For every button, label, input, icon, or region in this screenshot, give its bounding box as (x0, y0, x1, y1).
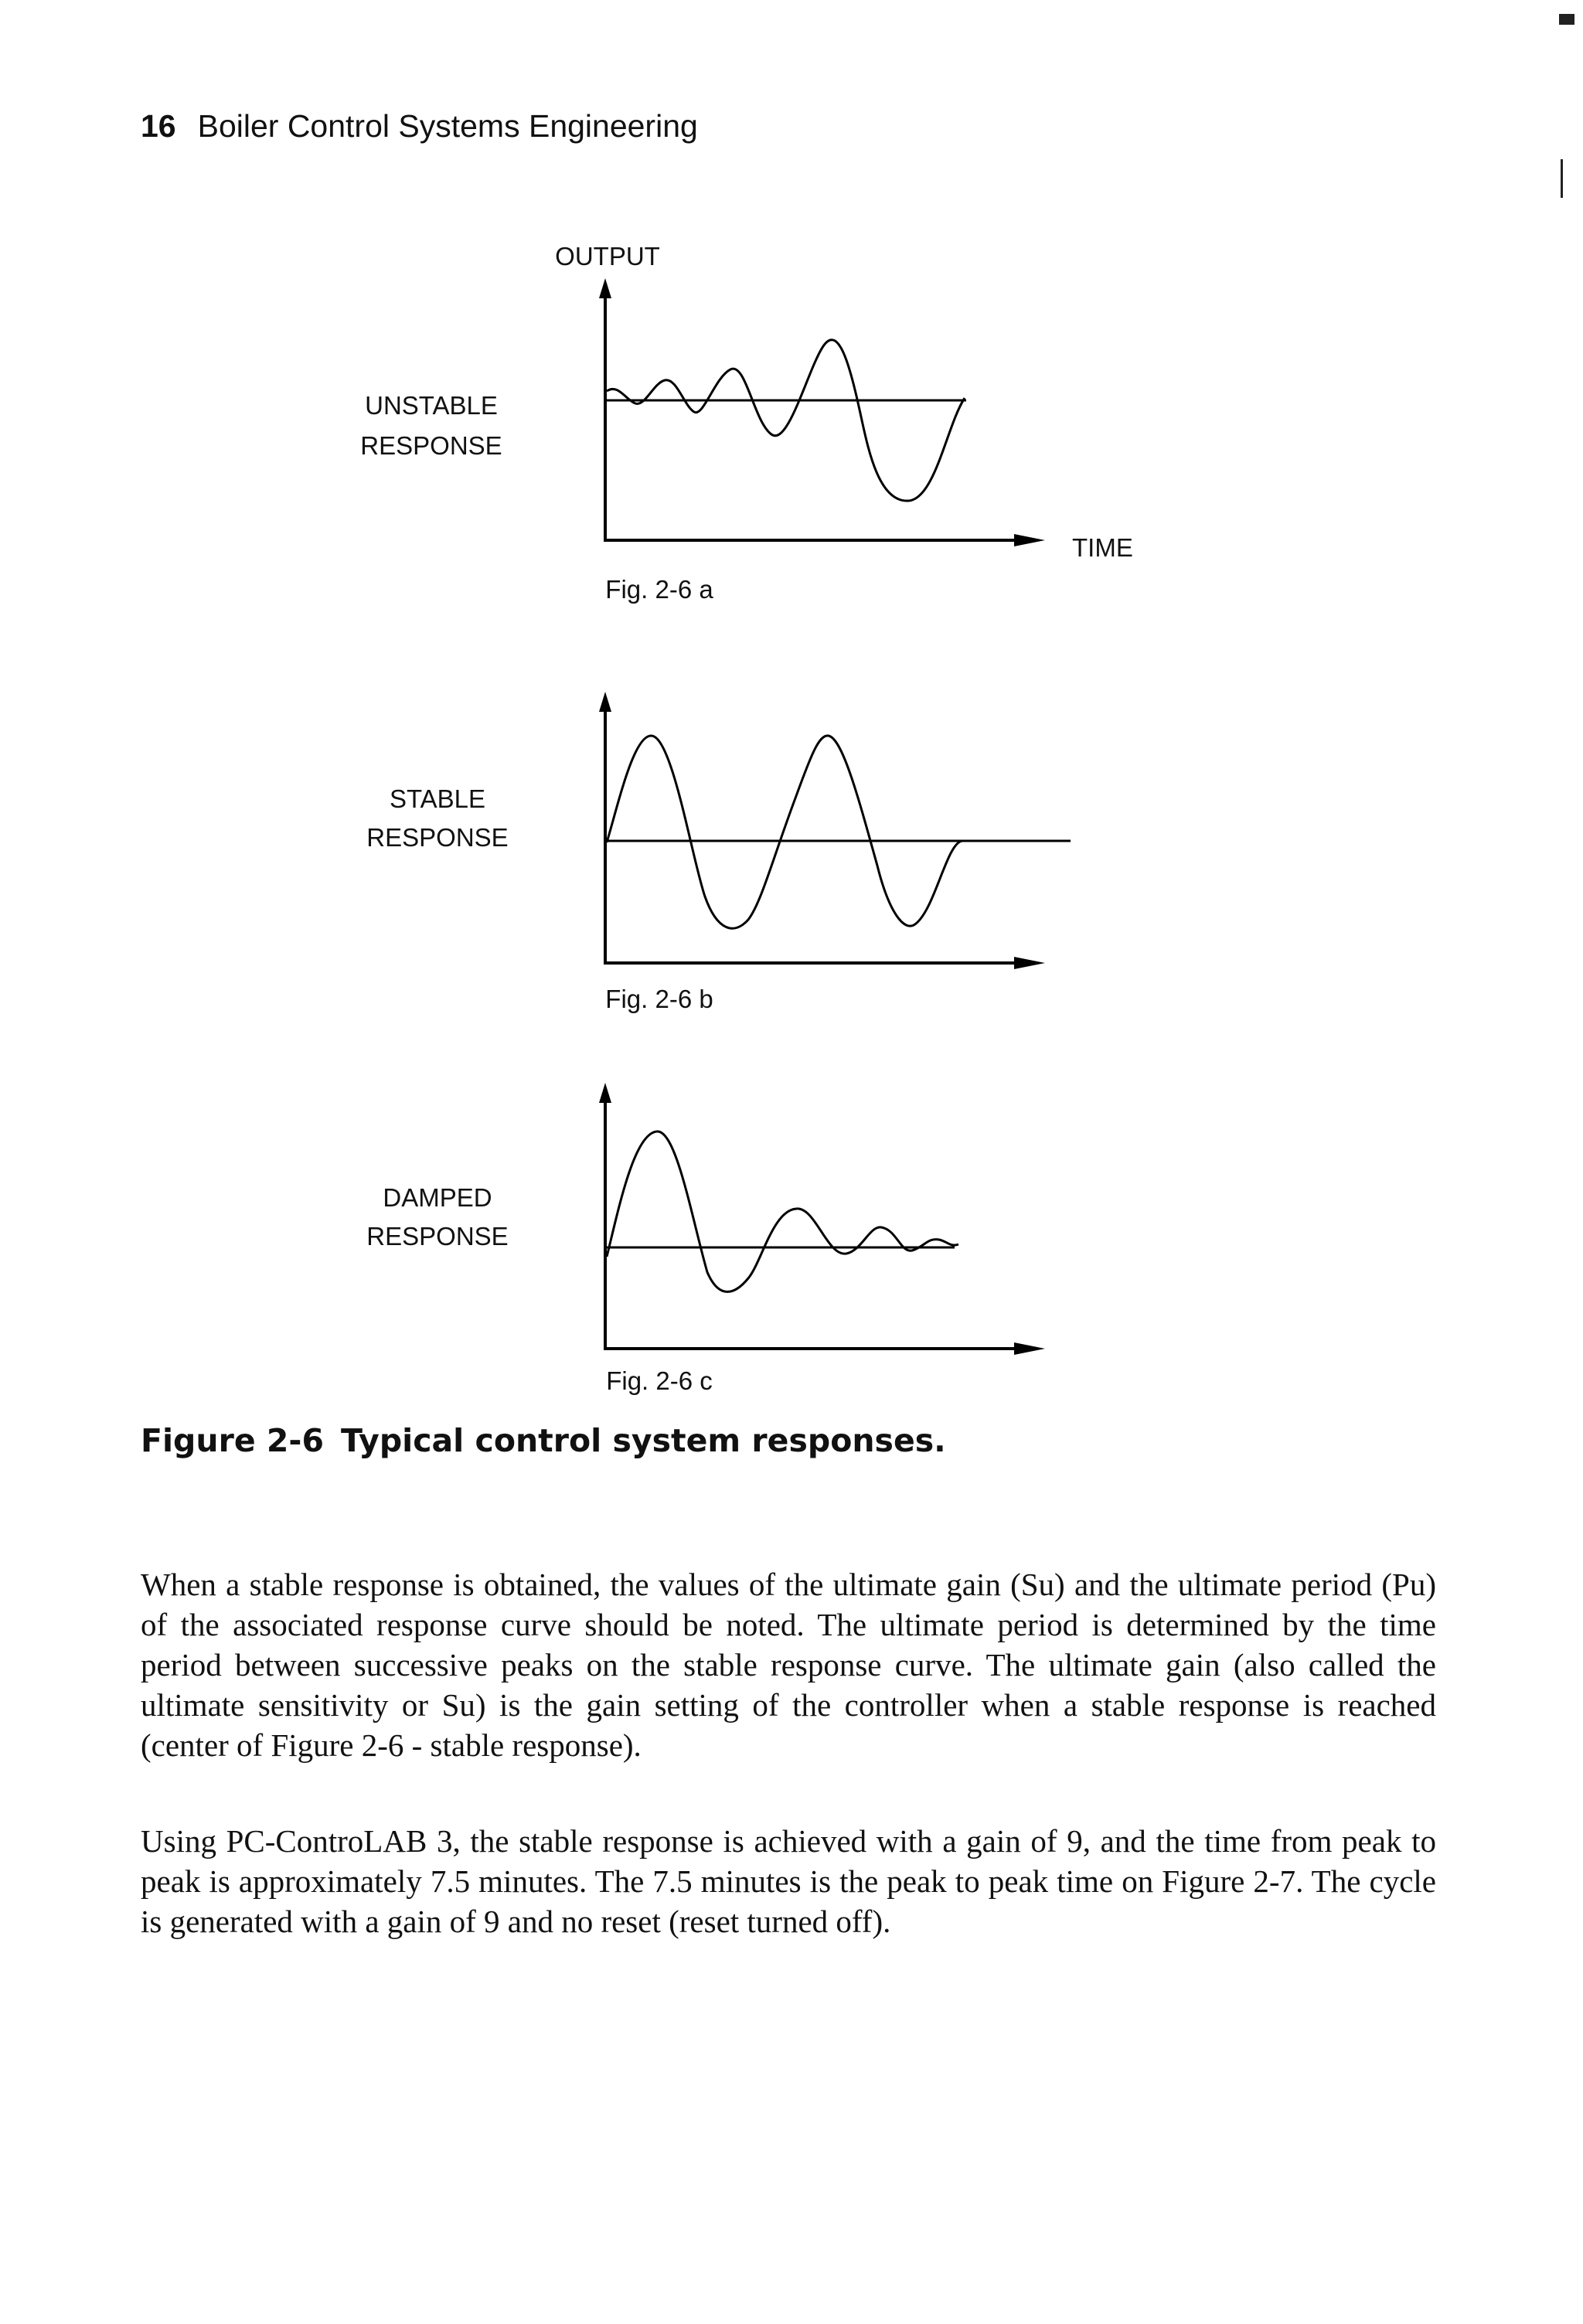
response-label-line1: UNSTABLE (365, 391, 498, 420)
running-title: Boiler Control Systems Engineering (197, 108, 698, 144)
response-label-line1: DAMPED (383, 1183, 492, 1212)
body-paragraph: When a stable response is obtained, the values of the ultimate gain (Su) and the ultimate period (Pu) of the associated response curve should be noted. The ultimate period is determined by the time period between successive peaks on the stable response curve. The ultimate gain (also called the ultimate sensitivity or Su) is the gain setting of the controller when a stable response is reached (center of Figure 2-6 - stable response). (141, 1567, 1436, 1763)
figure-label: Fig. 2-6 b (605, 985, 713, 1013)
response-label-line2: RESPONSE (360, 431, 502, 460)
figure-label: Fig. 2-6 a (605, 575, 713, 604)
response-label-line2: RESPONSE (366, 823, 509, 852)
response-label-line1: STABLE (389, 784, 486, 813)
caption-number: Figure 2-6 (141, 1422, 324, 1459)
body-paragraph: Using PC-ControLAB 3, the stable response is achieved with a gain of 9, and the time from peak to peak is approximately 7.5 minutes. The 7.5 minutes is the peak to peak time on Figure 2-7. The cycle is generated with a gain of 9 and no reset (reset turned off). (141, 1823, 1436, 1939)
figure-damped-response (0, 1079, 1583, 1404)
stable-curve (607, 736, 962, 928)
scan-edge-mark (1559, 14, 1574, 25)
caption-title: Typical control system responses. (340, 1422, 946, 1459)
damped-curve (607, 1131, 958, 1291)
scan-edge-line (1561, 159, 1563, 198)
figure-unstable-response (0, 232, 1583, 626)
figure-caption (141, 1422, 946, 1459)
y-axis-label: OUTPUT (555, 242, 660, 271)
figure-label: Fig. 2-6 c (606, 1366, 713, 1395)
figure-stable-response (0, 688, 1583, 1028)
page-header (141, 108, 698, 145)
response-label-line2: RESPONSE (366, 1222, 509, 1250)
y-axis-time-label: TIME (1072, 533, 1133, 562)
page-number: 16 (141, 108, 176, 144)
unstable-curve (607, 340, 965, 501)
